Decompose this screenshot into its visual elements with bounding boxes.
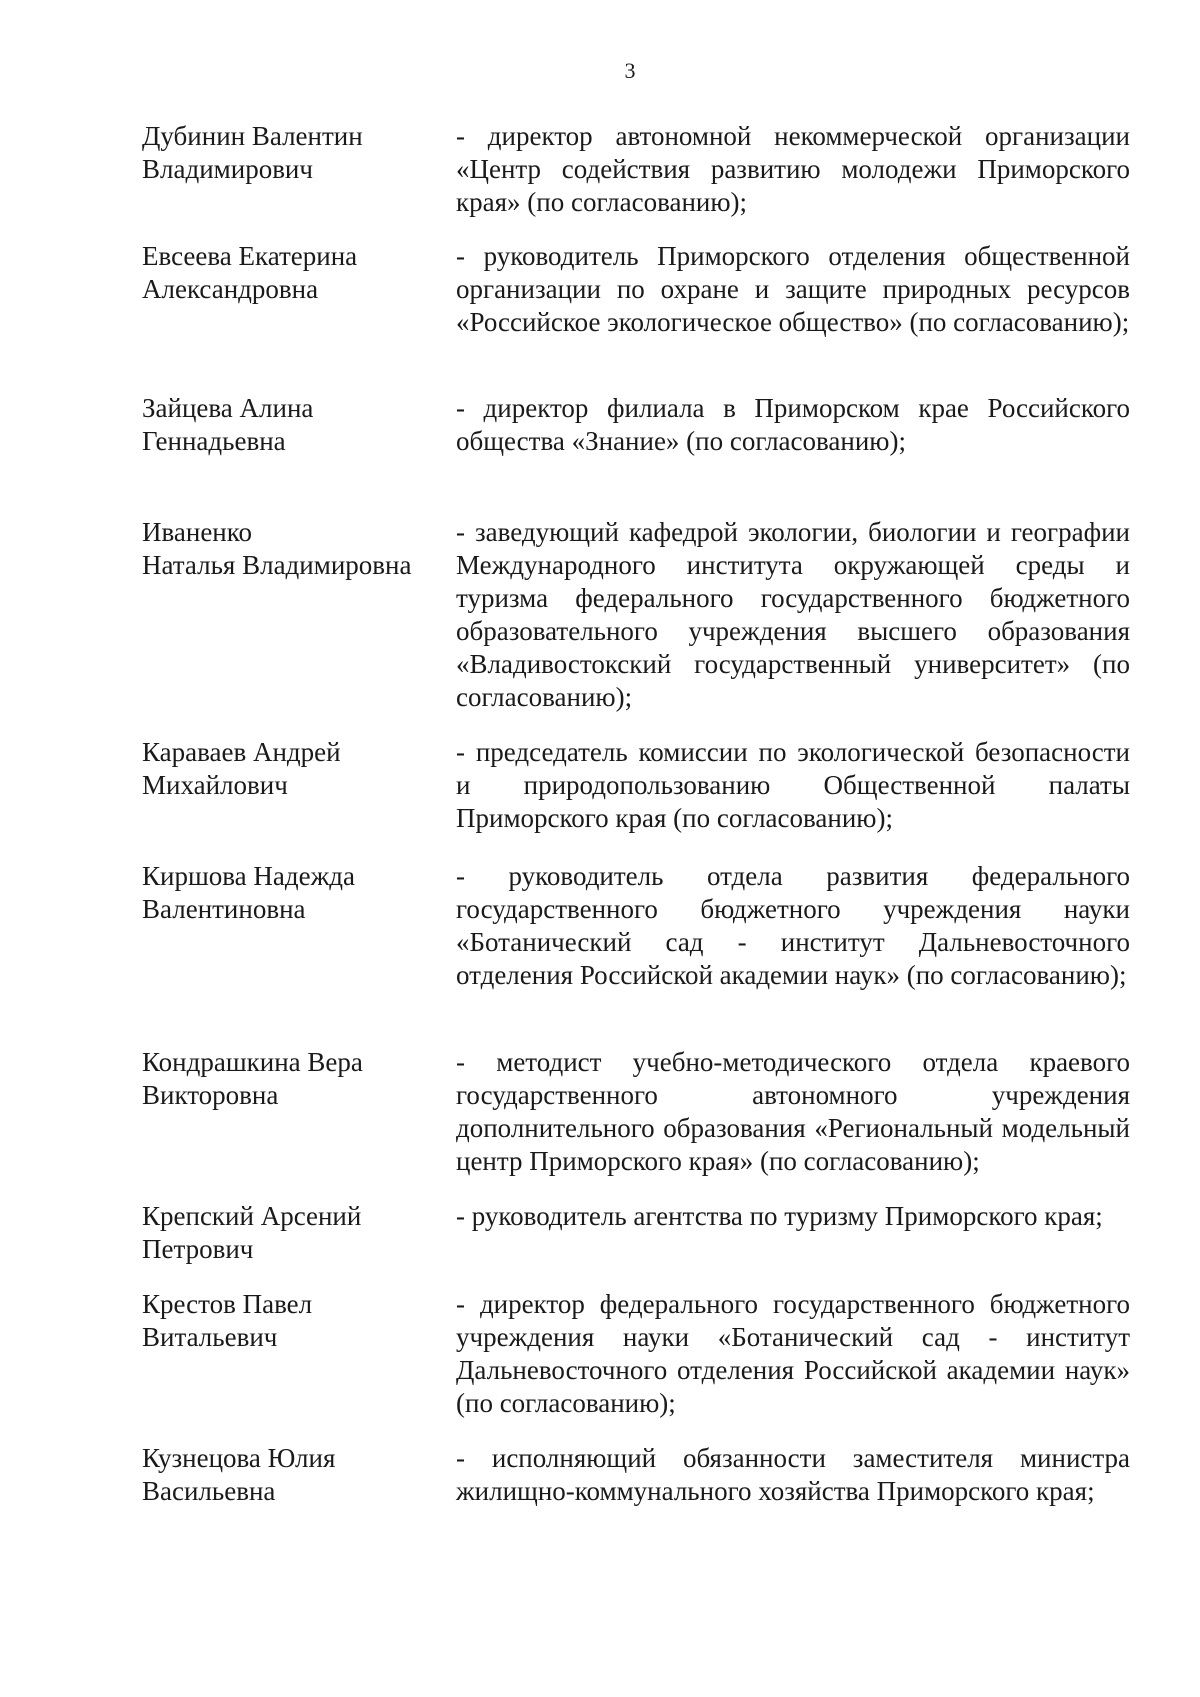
person-name [142,1046,442,1112]
person-name [142,860,442,926]
person-position: - председатель комиссии по экологической безопасности и природопользованию Общественной палаты Приморского края (по согласованию); [456,737,1130,833]
person-position: - руководитель Приморского отделения общественной организации по охране и защите природных ресурсов «Российское экологическое общество» (по согласованию); [456,241,1130,337]
person-position: - директор автономной некоммерческой организации «Центр содействия развитию молодежи Приморского края» (по согласованию); [456,121,1130,217]
person-name-line: Витальевич [142,1322,278,1352]
person-name-line: Петрович [142,1234,254,1264]
person-name-line: Дубинин Валентин [142,121,363,151]
person-position: - руководитель агентства по туризму Приморского края; [456,1201,1103,1231]
person-name-line: Крепский Арсений [142,1201,362,1231]
person-name-line: Киршова Надежда [142,861,355,891]
person-name [142,1288,442,1354]
person-name-line: Геннадьевна [142,426,286,456]
person-name [142,392,442,458]
person-position: - методист учебно-методического отдела краевого государственного автономного учреждения дополнительного образования «Региональный модельный центр Приморского края» (по согласованию); [456,1047,1130,1176]
person-name-line: Васильевна [142,1476,276,1506]
person-name-line: Кузнецова Юлия [142,1443,336,1473]
person-position: - руководитель отдела развития федерального государственного бюджетного учреждения науки «Ботанический сад - институт Дальневосточного отделения Российской академии наук» (по согласованию); [456,861,1130,990]
person-name-line: Крестов Павел [142,1289,313,1319]
person-name-line: Владимирович [142,154,313,184]
person-position: - директор филиала в Приморском крае Российского общества «Знание» (по согласованию); [456,393,1130,456]
person-name-line: Валентиновна [142,894,306,924]
person-name [142,1442,442,1508]
person-position: - заведующий кафедрой экологии, биологии и географии Международного института окружающей среды и туризма федерального государственного бюджетного образовательного учреждения высшего образования «Владивостокский государственный университет» (по согласованию); [456,517,1130,712]
person-position: - исполняющий обязанности заместителя министра жилищно-коммунального хозяйства Приморского края; [456,1443,1130,1506]
person-name [142,240,442,306]
person-name [142,1200,442,1266]
person-position: - директор федерального государственного бюджетного учреждения науки «Ботанический сад - институт Дальневосточного отделения Российской академии наук» (по согласованию); [456,1289,1130,1418]
person-name-line: Караваев Андрей [142,737,341,767]
person-name-line: Михайлович [142,770,288,800]
person-name [142,516,442,582]
person-name-line: Викторовна [142,1080,279,1110]
person-name [142,120,442,186]
person-name [142,736,442,802]
person-name-line: Евсеева Екатерина [142,241,358,271]
person-name-line: Наталья Владимировна [142,550,412,580]
person-name-line: Иваненко [142,517,253,547]
person-name-line: Александровна [142,274,319,304]
page-number: 3 [624,58,636,83]
person-name-line: Кондрашкина Вера [142,1047,363,1077]
person-name-line: Зайцева Алина [142,393,314,423]
